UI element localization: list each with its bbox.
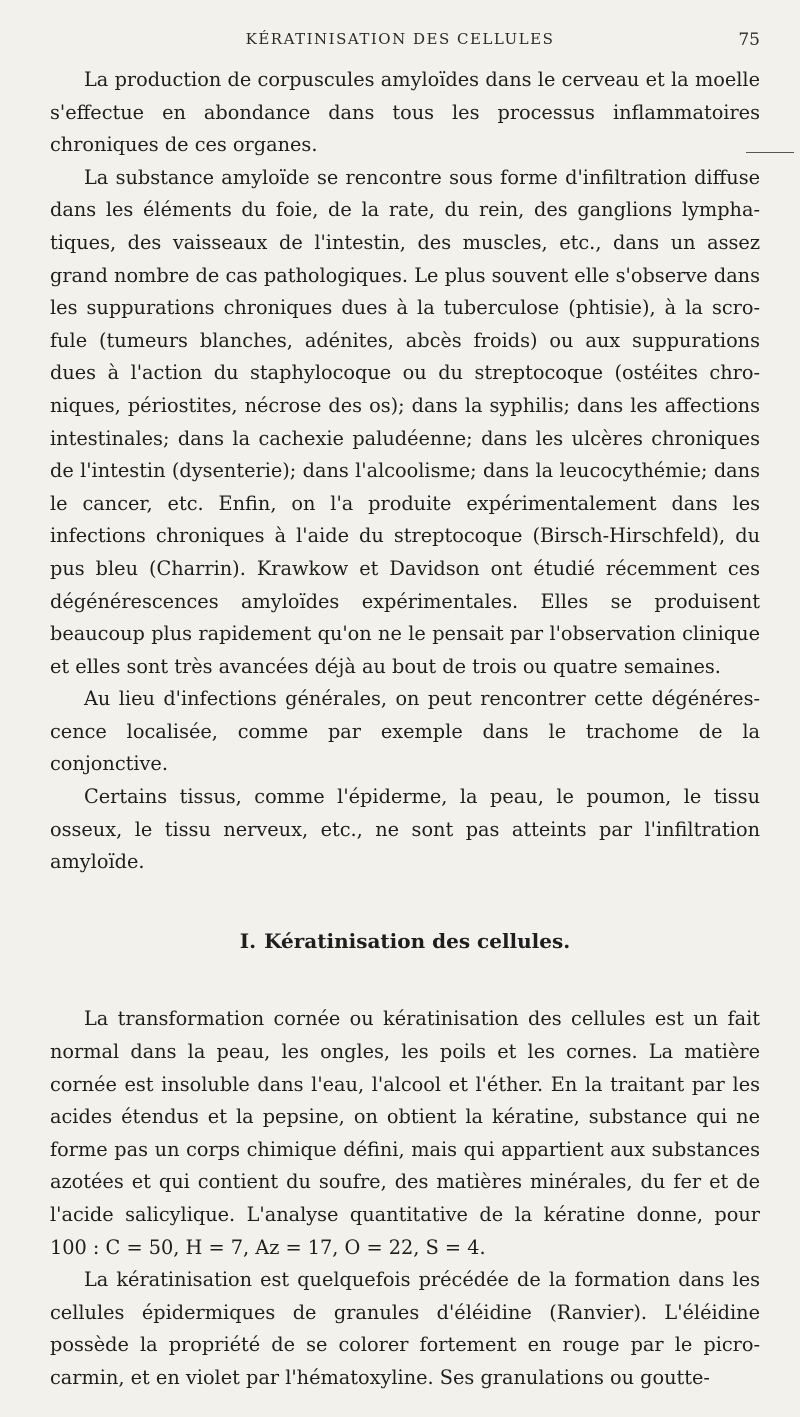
page-number: 75 — [738, 30, 760, 50]
paragraph: Certains tissus, comme l'épiderme, la peau, le poumon, le tissu osseux, le tissu nerveux, etc., ne sont pas atteints par l'infiltration amyloïde. — [50, 785, 760, 874]
paragraph: La kératinisation est quelquefois précédée de la formation dans les cellules épidermiques de granules d'éléidine (Ranvier). L'éléidine possède la propriété de se colorer fortement en rouge par le picrocarmin, et en violet par l'hématoxyline. Ses granulations ou goutte- — [50, 1268, 760, 1389]
paragraph: La transformation cornée ou kératinisation des cellules est un fait normal dans la peau, les ongles, les poils et les cornes. La matière cornée est insoluble dans l'eau, l'alcool et l'éther. En la traitant par les acides étendus et la pepsine, on obtient la kératine, substance qui ne forme pas un corps chimique défini, mais qui appartient aux substances azotées et qui contient du soufre, des matières minérales, du fer et de l'acide salicylique. L'analyse quantitative de la kératine donne, pour 100 : C = 50, H = 7, Az = 17, O = 22, S = 4. — [50, 1007, 760, 1259]
running-head — [0, 30, 800, 56]
paragraph: Au lieu d'infections générales, on peut rencontrer cette dégénérescence localisée, comme par exemple dans le trachome de la conjonctive. — [50, 687, 760, 776]
section-number: I. — [239, 928, 257, 953]
section-title: Kératinisation des cellules. — [264, 928, 571, 953]
paragraph: La production de corpuscules amyloïdes dans le cerveau et la moelle s'effectue en abondance dans tous les processus inflammatoires chroniques de ces organes. — [50, 68, 760, 157]
running-head-title: KÉRATINISATION DES CELLULES — [245, 30, 555, 48]
body-text — [50, 64, 760, 1395]
paragraph: La substance amyloïde se rencontre sous forme d'infiltration diffuse dans les éléments du foie, de la rate, du rein, des ganglions lymphatiques, des vaisseaux de l'intestin, des muscles, etc., dans un assez grand nombre de cas pathologiques. Le plus souvent elle s'observe dans les suppurations chroniques dues à la tuberculose (phtisie), à la scrofule (tumeurs blanches, adénites, abcès froids) ou aux suppurations dues à l'action du staphylocoque ou du streptocoque (ostéites chroniques, périostites, nécrose des os); dans la syphilis; dans les affections intestinales; dans la cachexie paludéenne; dans les ulcères chroniques de l'intestin (dysenterie); dans l'alcoolisme; dans la leucocythémie; dans le cancer, etc. Enfin, on l'a produite expérimentalement dans les infections chroniques à l'aide du streptocoque (Birsch-Hirschfeld), du pus bleu (Charrin). Krawkow et Davidson ont étudié récemment ces dégénérescences amyloïdes expérimentales. Elles se produisent beaucoup plus rapidement qu'on ne le pensait par l'observation clinique et elles sont très avancées déjà au bout de trois ou quatre semaines. — [50, 165, 760, 678]
section-heading — [50, 925, 760, 958]
